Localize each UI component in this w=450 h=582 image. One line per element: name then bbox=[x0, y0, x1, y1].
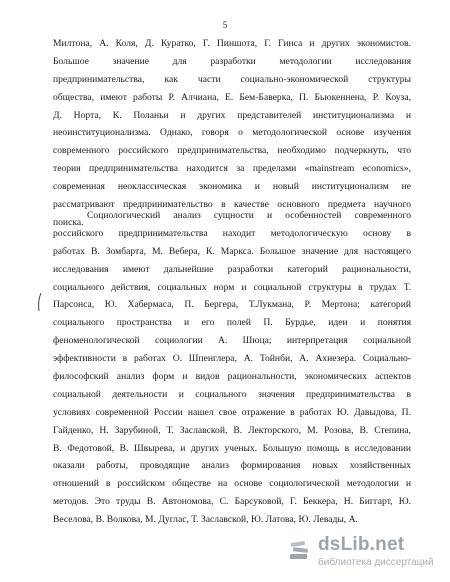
text-line: российского предпринимательства находит методологическую основу в bbox=[53, 227, 411, 239]
text-line: Д. Норта, К. Поланьи и других представителей институционализма и bbox=[53, 109, 411, 121]
text-line: Парсонса, Ю. Хабермаса, П. Бергера, Т.Лукмана, Р. Мертона; категорий bbox=[53, 299, 411, 311]
watermark-subtitle: библиотека диссертаций bbox=[318, 557, 434, 568]
text-line: эффективности в работах О. Шпенглера, А. Тойнби, А. Ахиезера. Социально- bbox=[53, 353, 411, 365]
text-line: современная неоклассическая экономика и новый институционализм не bbox=[53, 181, 411, 193]
text-line: работах В. Зомбарта, М. Вебера, К. Маркса. Большое значение для настоящего bbox=[53, 245, 411, 257]
text-line: предпринимательства, как части социально-экономической структуры bbox=[53, 73, 411, 85]
paragraph-2 bbox=[53, 207, 411, 529]
text-line: отношений в российском обществе на основе социологической методологии и bbox=[53, 478, 411, 490]
text-line: Милтона, А. Коля, Д. Куратко, Г. Пиншота, Г. Гинса и других экономистов. bbox=[53, 38, 411, 49]
text-line: Веселова, В. Волкова, М. Дуглас, Т. Заславской, Ю. Латова, Ю. Левады, А. bbox=[53, 514, 358, 526]
text-line: оказали работы, проводящие анализ формирования новых хозяйственных bbox=[53, 460, 411, 472]
text-line: условиях современной России нашел свое отражение в работах Ю. Давыдова, П. bbox=[53, 406, 411, 418]
text-line: исследования имеют дальнейшие разработки категорий рациональности, bbox=[53, 263, 411, 275]
book-stack-icon bbox=[288, 538, 314, 564]
text-line: социального пространства и его полей П. Бурдье, идеи и понятия bbox=[53, 317, 411, 329]
text-line: современного российского предпринимательства, необходимо подчеркнуть, что bbox=[53, 145, 411, 157]
paragraph-1 bbox=[53, 35, 411, 232]
text-line: теория предпринимательства находится за пределами «mainstream economics», bbox=[53, 163, 411, 175]
watermark-brand: dsLib.net bbox=[318, 534, 405, 555]
text-line: методов. Это труды В. Автономова, С. Барсуковой, Г. Беккера, Н. Биггарт, Ю. bbox=[53, 496, 411, 508]
text-line: социального действия, социальных норм и социальной структуры в трудах Т. bbox=[53, 281, 411, 293]
text-line: Социологический анализ сущности и особенностей современного bbox=[87, 210, 411, 221]
text-line: общества, имеют работы Р. Алчиана, Е. Бем-Баверка, П. Бьюкеннена, Р. Коуза, bbox=[53, 91, 411, 103]
text-line: Большое значение для разработки методологии исследования bbox=[53, 55, 411, 67]
text-line: феноменологической социологии А. Шюца; интерпретация социальной bbox=[53, 335, 411, 347]
text-line: философский анализ форм и видов рациональности, экономических аспектов bbox=[53, 371, 411, 383]
text-line: рассматривают предпринимательство в качестве основного предмета научного bbox=[53, 199, 411, 211]
text-line: поиска. bbox=[53, 216, 84, 228]
text-line: неоинституционализма. Однако, говоря о методологической основе изучения bbox=[53, 127, 411, 139]
handwritten-margin-mark bbox=[35, 292, 45, 312]
page-number: 5 bbox=[222, 20, 228, 30]
watermark-logo[interactable] bbox=[288, 534, 438, 574]
text-line: В. Федотовой, В. Швырева, и других ученых. Большую помощь в исследовании bbox=[53, 442, 411, 454]
text-line: социальной деятельности и социального значения предпринимательства в bbox=[53, 388, 411, 400]
text-line: Гайденко, Н. Зарубиной, Т. Заславской, В. Лекторского, М. Розова, В. Степина, bbox=[53, 424, 411, 436]
